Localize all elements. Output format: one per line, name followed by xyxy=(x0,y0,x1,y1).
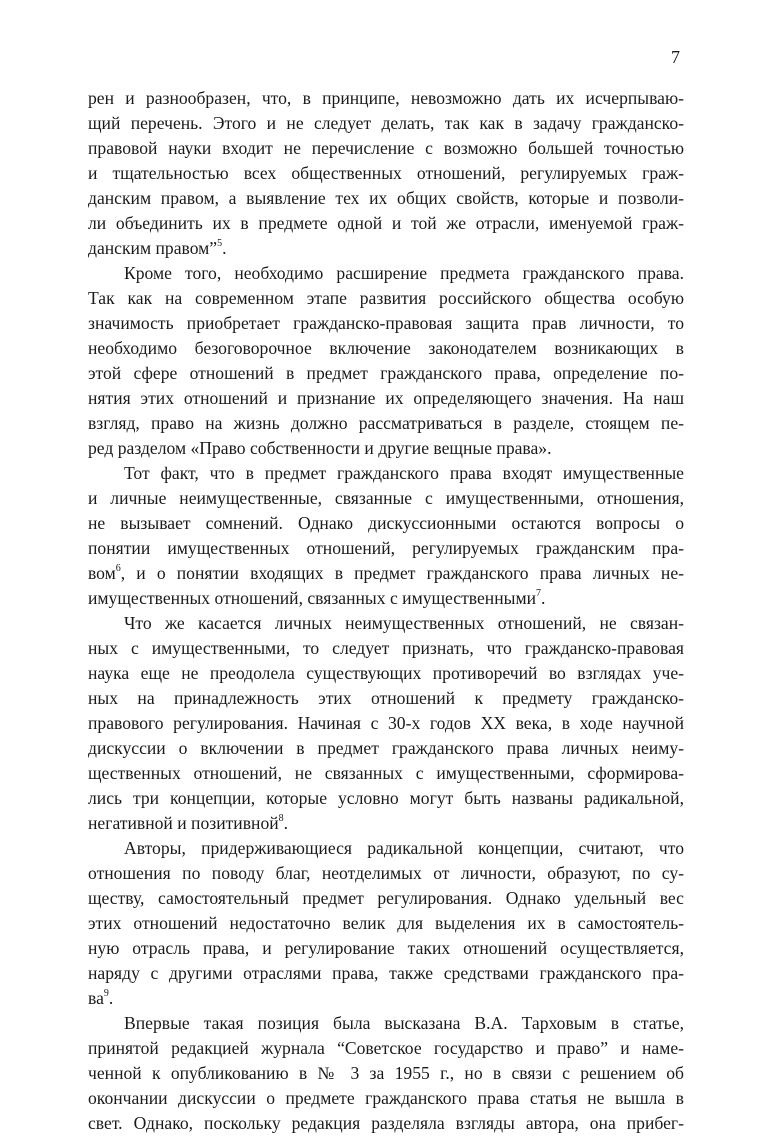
line-text: ных на принадлежность этих отношений к предмету гражданско- xyxy=(88,688,684,708)
text-line xyxy=(88,411,684,436)
line-text: наряду с другими отраслями права, также средствами гражданского пра- xyxy=(88,963,684,983)
text-line xyxy=(88,811,684,836)
line-text: правового регулирования. Начиная с 30-х годов XX века, в ходе научной xyxy=(88,713,684,733)
text-line xyxy=(88,486,684,511)
page-number: 7 xyxy=(671,47,680,67)
text-line xyxy=(88,236,684,261)
line-text: окончании дискуссии о предмете гражданского права статья не вышла в xyxy=(88,1088,684,1108)
text-line xyxy=(88,986,684,1011)
text-line xyxy=(88,861,684,886)
line-text: отношения по поводу благ, неотделимых от личности, образуют, по су- xyxy=(88,863,684,883)
line-text: ред разделом «Право собственности и другие вещные права». xyxy=(88,438,552,458)
line-text: и личные неимущественные, связанные с имущественными, отношения, xyxy=(88,488,684,508)
line-text: нятия этих отношений и признание их определяющего значения. На наш xyxy=(88,388,684,408)
text-line xyxy=(88,636,684,661)
text-line xyxy=(88,511,684,536)
line-text-after-footnote: . xyxy=(222,238,227,258)
line-text: Что же касается личных неимущественных отношений, не связан- xyxy=(124,613,684,633)
line-text: ченной к опубликованию в № 3 за 1955 г., но в связи с решением об xyxy=(88,1063,684,1083)
line-text: наука еще не преодолела существующих противоречий во взглядах уче- xyxy=(88,663,684,683)
line-text: ва xyxy=(88,988,104,1008)
text-line xyxy=(88,911,684,936)
text-line xyxy=(88,686,684,711)
text-line xyxy=(88,536,684,561)
text-line xyxy=(88,561,684,586)
line-text: щий перечень. Этого и не следует делать, так как в задачу гражданско- xyxy=(88,113,684,133)
body-text xyxy=(88,86,684,1136)
text-line xyxy=(88,286,684,311)
line-text: лись три концепции, которые условно могут быть названы радикальной, xyxy=(88,788,684,808)
line-text: понятии имущественных отношений, регулируемых гражданским пра- xyxy=(88,538,684,558)
line-text: вом xyxy=(88,563,116,583)
line-text: негативной и позитивной xyxy=(88,813,279,833)
text-line xyxy=(88,611,684,636)
text-line xyxy=(88,186,684,211)
line-text: Кроме того, необходимо расширение предмета гражданского права. xyxy=(124,263,684,283)
text-line xyxy=(88,161,684,186)
text-line xyxy=(88,836,684,861)
line-text: дискуссии о включении в предмет гражданского права личных неиму- xyxy=(88,738,684,758)
line-text: этой сфере отношений в предмет гражданского права, определение по- xyxy=(88,363,684,383)
line-text: правовой науки входит не перечисление с возможно большей точностью xyxy=(88,138,684,158)
text-line xyxy=(88,936,684,961)
text-line xyxy=(88,961,684,986)
text-line xyxy=(88,1011,684,1036)
line-text: рен и разнообразен, что, в принципе, невозможно дать их исчерпываю- xyxy=(88,88,684,108)
text-line xyxy=(88,86,684,111)
text-line xyxy=(88,1111,684,1136)
line-text-after-footnote: , и о понятии входящих в предмет гражданского права личных не- xyxy=(120,563,684,583)
text-line xyxy=(88,361,684,386)
text-line xyxy=(88,1036,684,1061)
line-text: имущественных отношений, связанных с имущественными xyxy=(88,588,537,608)
line-text: ли объединить их в предмете одной и той же отрасли, именуемой граж- xyxy=(88,213,684,233)
line-text: Впервые такая позиция была высказана В.А. Тарховым в статье, xyxy=(124,1013,684,1033)
line-text: Так как на современном этапе развития российского общества особую xyxy=(88,288,684,308)
footnote-marker[interactable]: 6 xyxy=(115,563,121,575)
text-line xyxy=(88,461,684,486)
text-line xyxy=(88,386,684,411)
line-text: взгляд, право на жизнь должно рассматриваться в разделе, стоящем пе- xyxy=(88,413,684,433)
line-text: щественных отношений, не связанных с имущественными, сформирова- xyxy=(88,763,684,783)
text-line xyxy=(88,336,684,361)
line-text: этих отношений недостаточно велик для выделения их в самостоятель- xyxy=(88,913,684,933)
line-text: ную отрасль права, и регулирование таких отношений осуществляется, xyxy=(88,938,684,958)
footnote-marker[interactable]: 5 xyxy=(217,238,223,250)
line-text: значимость приобретает гражданско-правовая защита прав личности, то xyxy=(88,313,684,333)
line-text: Авторы, придерживающиеся радикальной концепции, считают, что xyxy=(124,838,684,858)
text-line xyxy=(88,1086,684,1111)
text-line xyxy=(88,1061,684,1086)
text-line xyxy=(88,761,684,786)
footnote-marker[interactable]: 9 xyxy=(103,988,109,1000)
line-text: данским правом” xyxy=(88,238,218,258)
text-line xyxy=(88,136,684,161)
footnote-marker[interactable]: 8 xyxy=(278,813,284,825)
text-line xyxy=(88,786,684,811)
line-text: данским правом, а выявление тех их общих свойств, которые и позволи- xyxy=(88,188,684,208)
text-line xyxy=(88,261,684,286)
text-line xyxy=(88,211,684,236)
line-text-after-footnote: . xyxy=(283,813,289,833)
footnote-marker[interactable]: 7 xyxy=(536,588,542,600)
text-line xyxy=(88,886,684,911)
text-line xyxy=(88,311,684,336)
line-text: не вызывает сомнений. Однако дискуссионными остаются вопросы о xyxy=(88,513,684,533)
text-line xyxy=(88,661,684,686)
line-text-after-footnote: . xyxy=(541,588,546,608)
line-text: свет. Однако, поскольку редакция разделяла взгляды автора, она прибег- xyxy=(88,1113,684,1133)
text-line xyxy=(88,711,684,736)
line-text-after-footnote: . xyxy=(108,988,114,1008)
text-line xyxy=(88,111,684,136)
line-text: ществу, самостоятельный предмет регулирования. Однако удельный вес xyxy=(88,888,684,908)
text-line xyxy=(88,586,684,611)
line-text: принятой редакцией журнала “Советское государство и право” и наме- xyxy=(88,1038,684,1058)
line-text: необходимо безоговорочное включение законодателем возникающих в xyxy=(88,338,684,358)
line-text: и тщательностью всех общественных отношений, регулируемых граж- xyxy=(88,163,684,183)
line-text: ных с имущественными, то следует признать, что гражданско-правовая xyxy=(88,638,684,658)
text-line xyxy=(88,436,684,461)
text-line xyxy=(88,736,684,761)
line-text: Тот факт, что в предмет гражданского права входят имущественные xyxy=(124,463,684,483)
